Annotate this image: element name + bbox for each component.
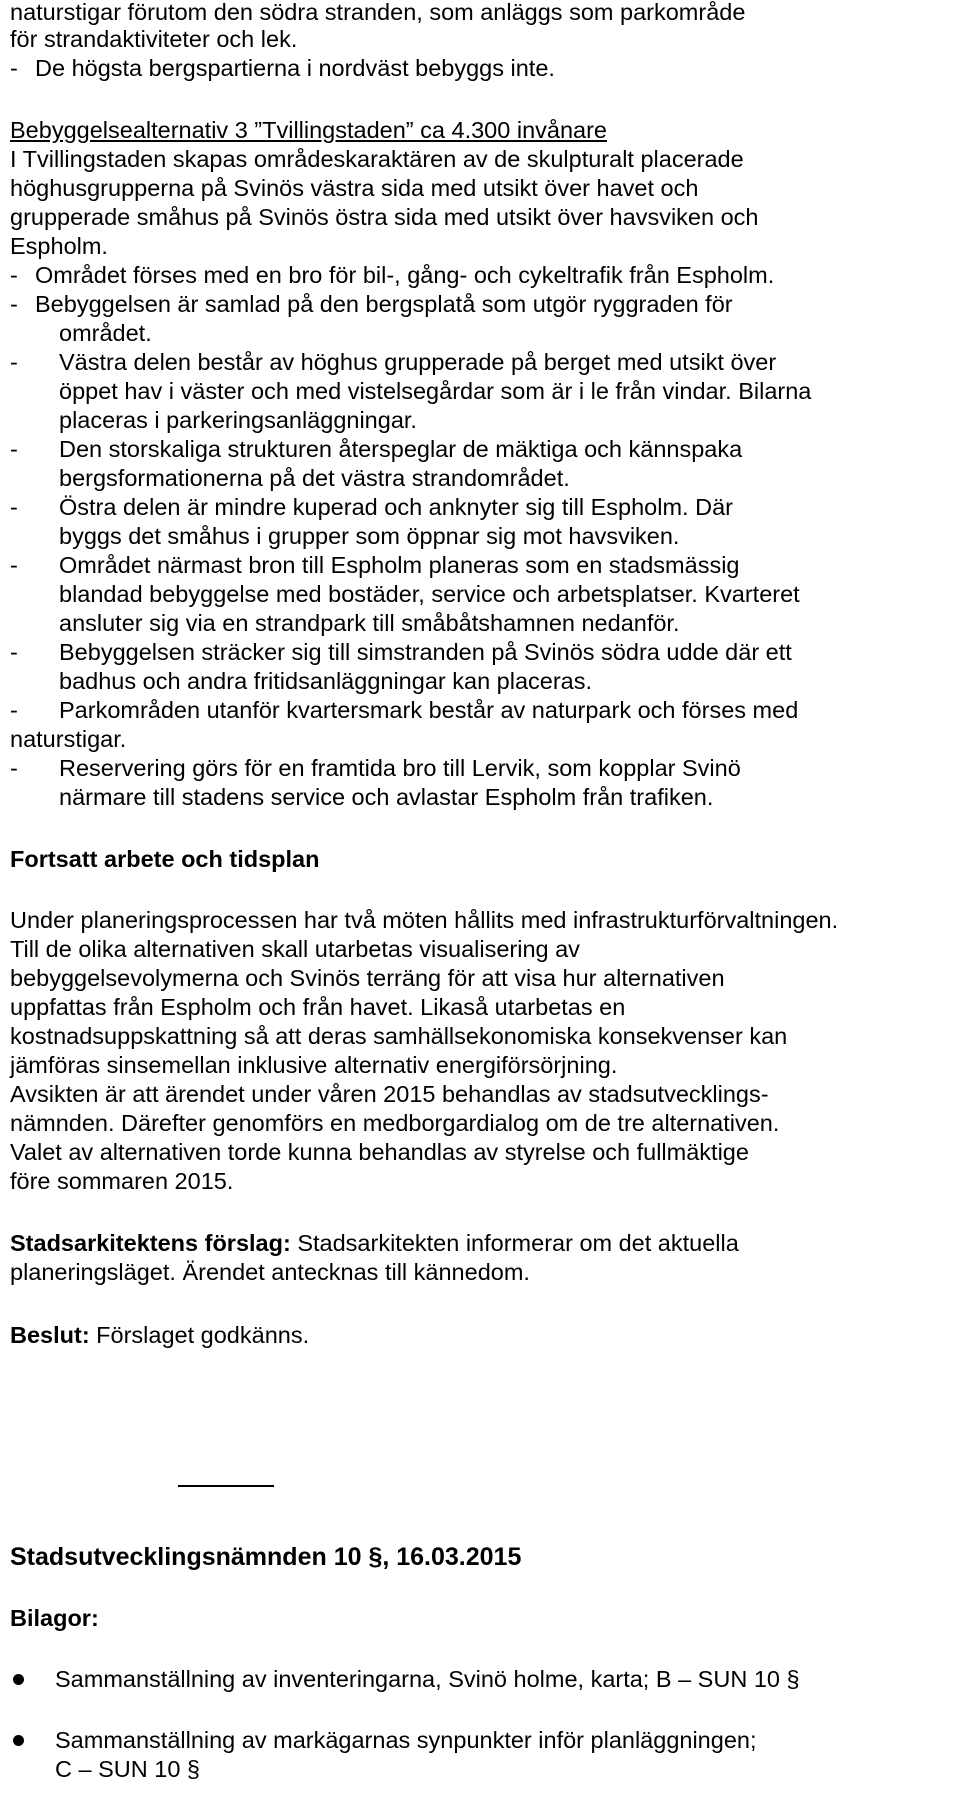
meeting-heading: Stadsutvecklingsnämnden 10 §, 16.03.2015: [10, 1543, 522, 1571]
bullet-continuation: öppet hav i väster och med vistelsegårdar som är i le från vindar. Bilarna: [59, 378, 812, 404]
paragraph-line: uppfattas från Espholm och från havet. Likaså utarbetas en: [10, 994, 626, 1020]
paragraph-line: före sommaren 2015.: [10, 1168, 234, 1194]
bullet-continuation: badhus och andra fritidsanläggningar kan placeras.: [59, 668, 593, 694]
bullet-dot: [13, 1674, 24, 1685]
bullet-text: Bebyggelsen sträcker sig till simstranden på Svinös södra udde där ett: [59, 639, 792, 665]
proposal-line-2: planeringsläget. Ärendet antecknas till kännedom.: [10, 1259, 530, 1285]
dash-marker: -: [10, 262, 18, 288]
bullet-text: Området närmast bron till Espholm planeras som en stadsmässig: [59, 552, 740, 578]
intro-line-1: naturstigar förutom den södra stranden, som anläggs som parkområde: [10, 0, 746, 25]
intro-bullet-text: De högsta bergspartierna i nordväst bebyggs inte.: [35, 55, 555, 81]
dash-marker: -: [10, 639, 18, 665]
dash-marker: -: [10, 494, 18, 520]
alt3-paragraph-line: grupperade småhus på Svinös östra sida med utsikt över havsviken och: [10, 204, 759, 230]
bullet-dot: [13, 1735, 24, 1746]
decision-text: Förslaget godkänns.: [89, 1322, 310, 1348]
paragraph-line: Valet av alternativen torde kunna behandlas av styrelse och fullmäktige: [10, 1139, 749, 1165]
paragraph-line: Avsikten är att ärendet under våren 2015 behandlas av stadsutvecklings-: [10, 1081, 769, 1107]
alt3-paragraph-line: höghusgrupperna på Svinös västra sida med utsikt över havet och: [10, 175, 699, 201]
dash-marker: -: [10, 349, 18, 375]
bullet-continuation: byggs det småhus i grupper som öppnar sig mot havsviken.: [59, 523, 680, 549]
dash-marker: -: [10, 755, 18, 781]
bullet-continuation: ansluter sig via en strandpark till småbåtshamnen nedanför.: [59, 610, 680, 636]
bullet-text: Reservering görs för en framtida bro till Lervik, som kopplar Svinö: [59, 755, 741, 781]
bullet-continuation: naturstigar.: [10, 726, 127, 752]
bullet-text: Östra delen är mindre kuperad och anknyter sig till Espholm. Där: [59, 494, 733, 520]
attachment-text-continuation: C – SUN 10 §: [55, 1756, 200, 1782]
decision-label: Beslut:: [10, 1322, 90, 1348]
alt3-paragraph-line: I Tvillingstaden skapas områdeskaraktären av de skulpturalt placerade: [10, 146, 744, 172]
proposal-line: [10, 1228, 739, 1258]
dash-marker: -: [10, 55, 18, 81]
paragraph-line: Under planeringsprocessen har två möten hållits med infrastrukturförvaltningen.: [10, 907, 839, 933]
decision-line: [10, 1320, 309, 1350]
bullet-text: Västra delen består av höghus grupperade på berget med utsikt över: [59, 349, 777, 375]
attachment-text: Sammanställning av inventeringarna, Svinö holme, karta; B – SUN 10 §: [55, 1666, 800, 1692]
dash-marker: -: [10, 697, 18, 723]
paragraph-line: nämnden. Därefter genomförs en medborgardialog om de tre alternativen.: [10, 1110, 780, 1136]
paragraph-line: kostnadsuppskattning så att deras samhällsekonomiska konsekvenser kan: [10, 1023, 788, 1049]
dash-marker: -: [10, 552, 18, 578]
divider: [178, 1485, 274, 1487]
bullet-continuation: placeras i parkeringsanläggningar.: [59, 407, 417, 433]
bullet-continuation: närmare till stadens service och avlastar Espholm från trafiken.: [59, 784, 714, 810]
bullet-continuation: området.: [59, 320, 152, 346]
bullet-text: Bebyggelsen är samlad på den bergsplatå som utgör ryggraden för: [35, 291, 733, 317]
paragraph-line: jämföras sinsemellan inklusive alternativ energiförsörjning.: [10, 1052, 618, 1078]
section-heading: Fortsatt arbete och tidsplan: [10, 846, 320, 872]
alt3-paragraph-line: Espholm.: [10, 233, 108, 259]
bullet-text: Parkområden utanför kvartersmark består av naturpark och förses med: [59, 697, 799, 723]
paragraph-line: Till de olika alternativen skall utarbetas visualisering av: [10, 936, 580, 962]
attachment-text: Sammanställning av markägarnas synpunkter inför planläggningen;: [55, 1727, 757, 1753]
proposal-label: Stadsarkitektens förslag:: [10, 1230, 291, 1256]
bullet-continuation: bergsformationerna på det västra strandområdet.: [59, 465, 570, 491]
bullet-text: Den storskaliga strukturen återspeglar de mäktiga och kännspaka: [59, 436, 743, 462]
attachments-label: Bilagor:: [10, 1605, 99, 1631]
bullet-continuation: blandad bebyggelse med bostäder, service och arbetsplatser. Kvarteret: [59, 581, 800, 607]
alt3-heading: Bebyggelsealternativ 3 ”Tvillingstaden” ca 4.300 invånare: [10, 117, 607, 143]
proposal-text: Stadsarkitekten informerar om det aktuella: [290, 1230, 739, 1256]
dash-marker: -: [10, 291, 18, 317]
bullet-text: Området förses med en bro för bil-, gång- och cykeltrafik från Espholm.: [35, 262, 775, 288]
paragraph-line: bebyggelsevolymerna och Svinös terräng för att visa hur alternativen: [10, 965, 725, 991]
dash-marker: -: [10, 436, 18, 462]
intro-line-2: för strandaktiviteter och lek.: [10, 26, 298, 52]
